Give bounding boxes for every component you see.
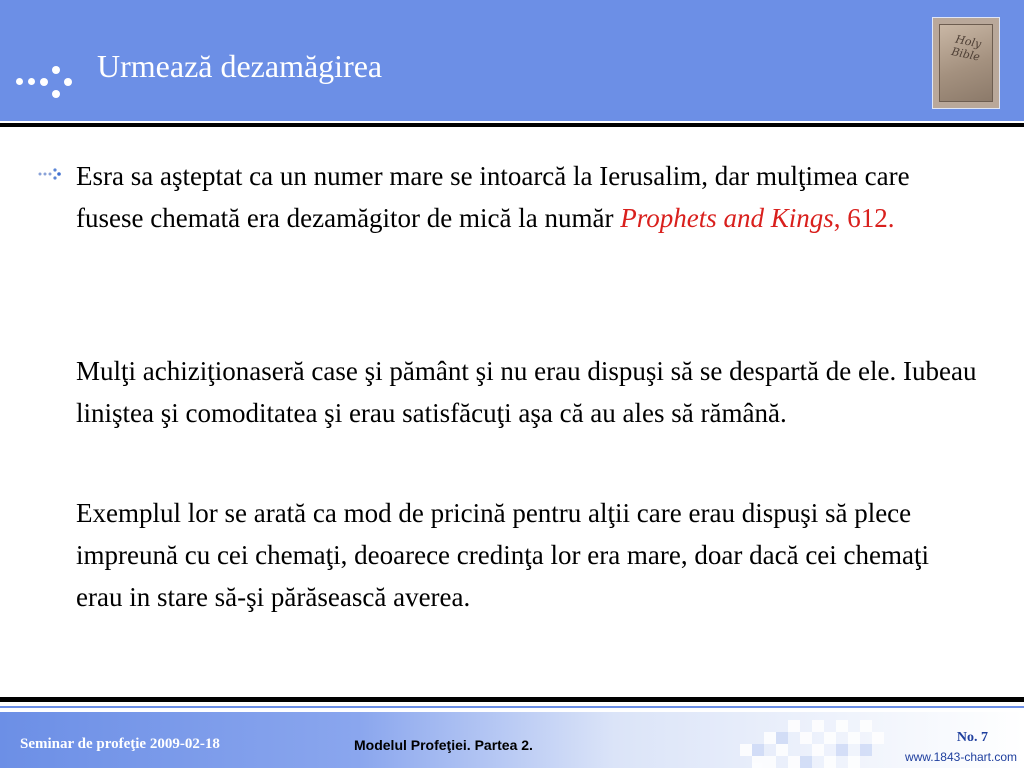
paragraph-2: Mulţi achiziţionaseră case şi pământ şi nu erau dispuşi să se despartă de ele. Iubeau liniştea şi comoditatea şi erau satisfăcuţi aşa că au ales să rămână. <box>76 356 977 428</box>
citation-page: , 612. <box>833 203 895 233</box>
slide-title: Urmează dezamăgirea <box>97 48 383 84</box>
footer-divider-thin <box>0 706 1024 708</box>
footer-presentation-title: Modelul Profeţiei. Partea 2. <box>354 737 533 753</box>
footer-seminar-label: Seminar de profeţie 2009-02-18 <box>20 736 220 752</box>
logo-text: Holy Bible <box>950 32 983 64</box>
paragraph-1 <box>76 155 981 239</box>
decorative-dots-icon <box>16 58 76 104</box>
header-divider <box>0 123 1024 127</box>
citation-title: Prophets and Kings <box>620 203 834 233</box>
holy-bible-icon <box>932 17 1000 109</box>
paragraph-1-text: Esra sa aşteptat ca un numer mare se intoarcă la Ierusalim, dar mulţimea care fusese chemată era dezamăgitor de mică la număr <box>76 161 910 233</box>
footer-url-link[interactable]: www.1843-chart.com <box>904 750 1017 764</box>
checker-pattern-icon <box>740 720 890 768</box>
footer-divider <box>0 697 1024 702</box>
arrow-bullet-icon <box>38 168 66 180</box>
paragraph-3: Exemplul lor se arată ca mod de pricină pentru alţii care erau dispuşi să plece impreună cu cei chemaţi, deoarece credinţa lor era mare, doar dacă cei chemaţi erau in stare să-şi părăsească averea. <box>76 498 929 612</box>
slide-number: No. 7 <box>956 730 988 745</box>
